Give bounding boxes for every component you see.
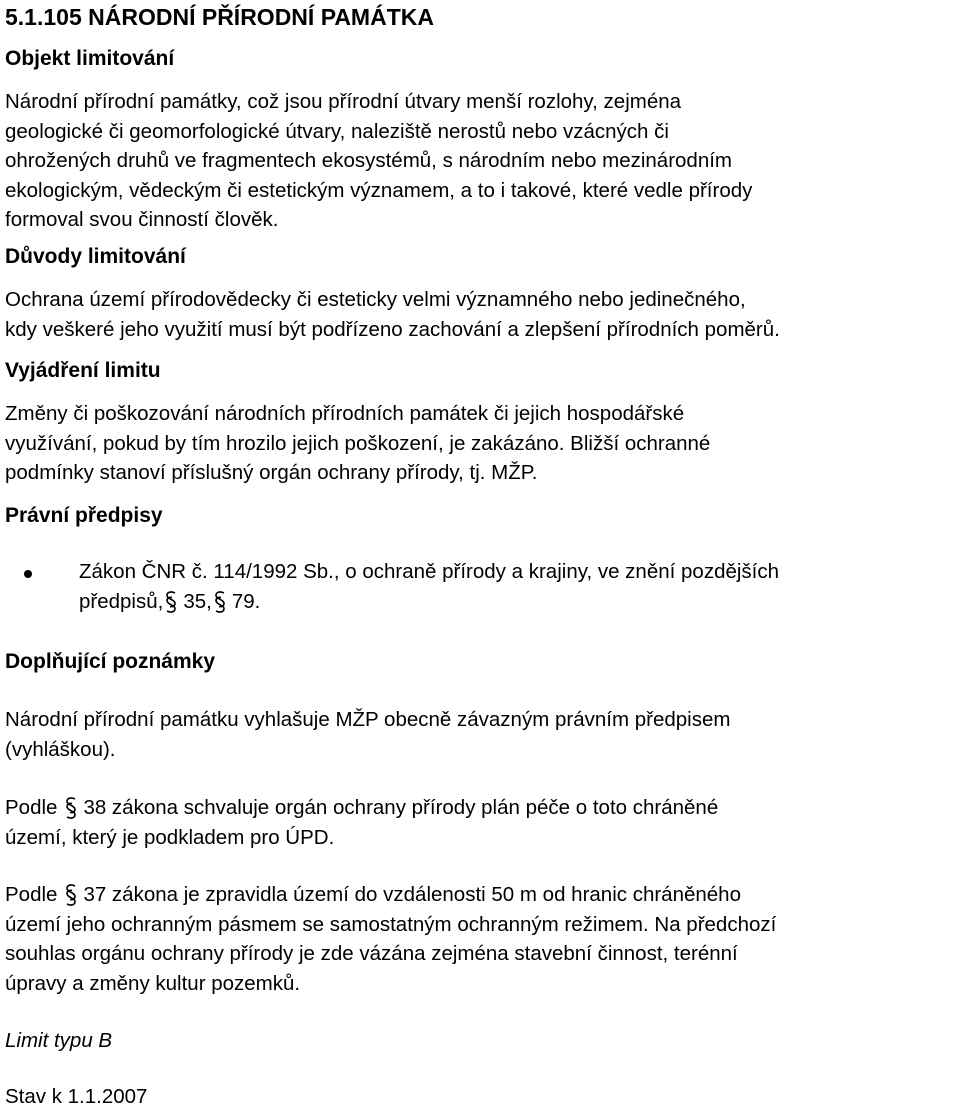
text-fragment: 79. (231, 590, 261, 613)
text-line: území jeho ochranným pásmem se samostatným ochranným režimem. Na předchozí (5, 912, 777, 936)
list-item-text (79, 557, 955, 617)
text-line: Změny či poškozování národních přírodních památek či jejich hospodářské (5, 402, 685, 425)
text-line (79, 587, 955, 617)
text-line: podmínky stanoví příslušný orgán ochrany přírody, tj. MŽP. (5, 461, 538, 484)
text-line (5, 793, 955, 823)
text-line: Národní přírodní památky, což jsou přírodní útvary menší rozlohy, zejména (5, 90, 682, 113)
section-heading-duvody: Důvody limitování (5, 245, 186, 268)
text-line: ohrožených druhů ve fragmentech ekosystémů, s národním nebo mezinárodním (5, 149, 732, 172)
section-sign-icon (65, 797, 77, 819)
text-fragment: 37 zákona je zpravidla území do vzdálenosti 50 m od hranic chráněného (83, 883, 741, 906)
note-paragraph-1 (5, 705, 955, 764)
note-paragraph-2 (5, 793, 955, 852)
text-line: formoval svou činností člověk. (5, 208, 279, 231)
section-text-vyjadreni (5, 399, 955, 488)
text-line: Ochrana území přírodovědecky či esteticky velmi významného nebo jedinečného, (5, 288, 746, 311)
text-line: Národní přírodní památku vyhlašuje MŽP obecně závazným právním předpisem (5, 708, 731, 731)
bullet-icon (24, 570, 32, 578)
text-line: souhlas orgánu ochrany přírody je zde vázána zejména stavební činnost, terénní (5, 942, 738, 965)
section-heading-pravni: Právní předpisy (5, 504, 163, 527)
text-line: kdy veškeré jeho využití musí být podřízeno zachování a zlepšení přírodních poměrů. (5, 317, 780, 341)
text-line: geologické či geomorfologické útvary, naleziště nerostů nebo vzácných či (5, 119, 669, 143)
text-line: (vyhláškou). (5, 737, 116, 761)
text-fragment: Podle (5, 883, 58, 906)
status-date: Stav k 1.1.2007 (5, 1085, 148, 1108)
text-line (5, 880, 955, 910)
text-line: využívání, pokud by tím hrozilo jejich poškození, je zakázáno. Bližší ochranné (5, 431, 711, 455)
text-fragment: předpisů, (79, 590, 164, 613)
text-line: úpravy a změny kultur pozemků. (5, 971, 301, 995)
section-sign-icon (214, 591, 226, 613)
page-title: 5.1.105 NÁRODNÍ PŘÍRODNÍ PAMÁTKA (5, 4, 434, 30)
section-sign-icon (165, 591, 177, 613)
section-text-objekt (5, 87, 955, 235)
text-line: Zákon ČNR č. 114/1992 Sb., o ochraně přírody a krajiny, ve znění pozdějších (79, 560, 780, 583)
text-line: území, který je podkladem pro ÚPD. (5, 825, 335, 849)
text-fragment: 35, (183, 590, 212, 613)
text-fragment: Podle (5, 796, 58, 819)
section-sign-icon (65, 884, 77, 906)
section-text-duvody (5, 285, 955, 344)
section-heading-doplnujici: Doplňující poznámky (5, 650, 216, 673)
section-heading-objekt: Objekt limitování (5, 47, 175, 70)
text-fragment: 38 zákona schvaluje orgán ochrany přírody plán péče o toto chráněné (83, 796, 719, 819)
limit-type-note: Limit typu B (5, 1029, 113, 1052)
note-paragraph-3 (5, 880, 955, 998)
text-line: ekologickým, vědeckým či estetickým významem, a to i takové, které vedle přírody (5, 178, 753, 202)
section-heading-vyjadreni: Vyjádření limitu (5, 359, 161, 382)
